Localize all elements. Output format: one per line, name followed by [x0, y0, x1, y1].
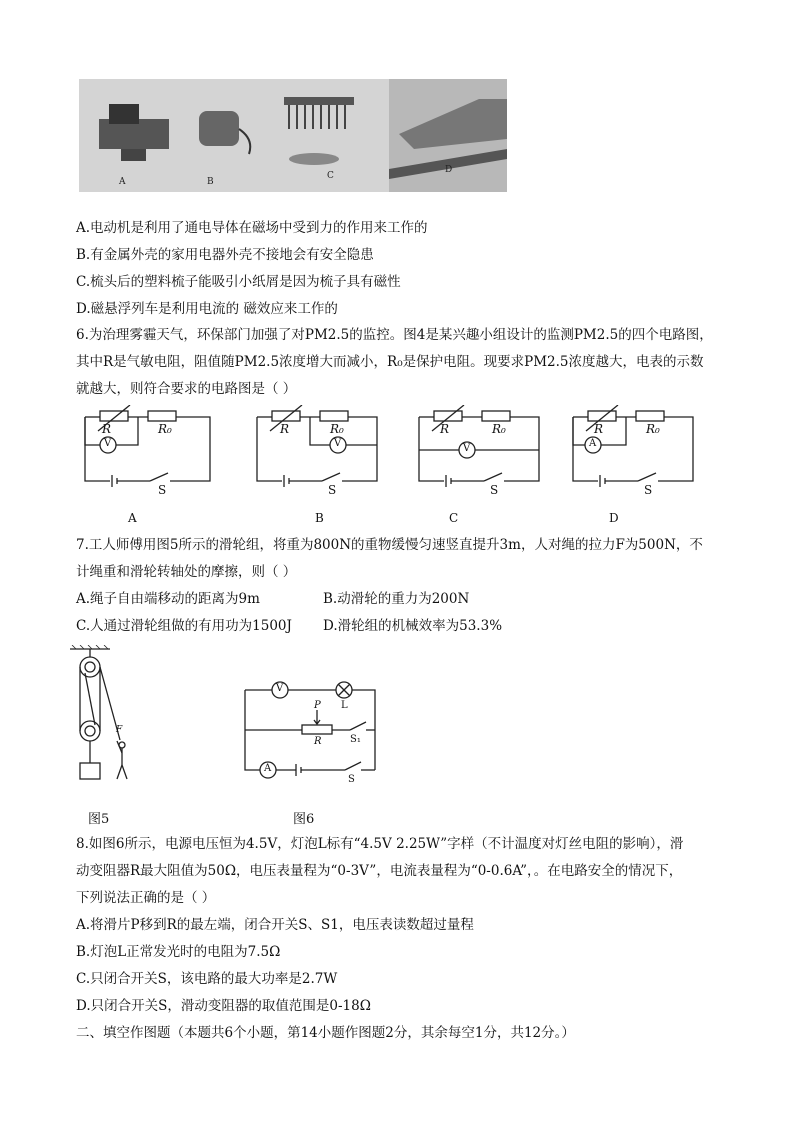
circuit-b-r-label: R	[280, 422, 290, 436]
q5-photo-strip	[79, 79, 507, 192]
photo-label-b: B	[207, 177, 214, 187]
photo-label-d: D	[445, 165, 453, 175]
circuit-b-switch-label: S	[328, 483, 337, 497]
circuit-b-diagram	[252, 405, 392, 495]
circuit-d-r-label: R	[594, 422, 604, 436]
circuit-option-c: C	[449, 511, 459, 525]
section-2-heading: 二、填空作图题（本题共6个小题，第14小题作图题2分，其余每空1分，共12分。）	[76, 1025, 575, 1041]
force-label: F	[116, 725, 123, 735]
circuit-a-diagram	[80, 405, 220, 495]
q8-stem-line3: 下列说法正确的是（ ）	[76, 890, 216, 906]
q5-option-d: D.磁悬浮列车是利用电流的 磁效应来工作的	[76, 301, 338, 317]
fig6-rheostat-label: R	[314, 736, 322, 747]
q7-option-d: D.滑轮组的机械效率为53.3%	[323, 618, 503, 634]
q7-stem-line2: 计绳重和滑轮转轴处的摩擦，则（ ）	[76, 564, 297, 580]
q8-option-d: D.只闭合开关S，滑动变阻器的取值范围是0-18Ω	[76, 998, 371, 1014]
q7-option-b: B.动滑轮的重力为200N	[323, 591, 470, 607]
q5-photos-image	[79, 79, 507, 192]
q6-stem-line1: 6.为治理雾霾天气，环保部门加强了对PM2.5的监控。图4是某兴趣小组设计的监测PM2.5的四个电路图，	[76, 327, 713, 343]
figure-5-pulley	[70, 645, 140, 785]
q7-option-c: C.人通过滑轮组做的有用功为1500J	[76, 618, 292, 634]
figure-6-caption: 图6	[293, 812, 315, 827]
q5-option-c: C.梳头后的塑料梳子能吸引小纸屑是因为梳子具有磁性	[76, 274, 401, 290]
circuit-d-switch-label: S	[644, 483, 653, 497]
fig6-voltmeter-label: V	[276, 683, 284, 694]
circuit-option-a: A	[128, 511, 137, 525]
q7-option-a: A.绳子自由端移动的距离为9m	[76, 591, 260, 607]
circuit-c-r-label: R	[440, 422, 450, 436]
circuit-c	[414, 405, 554, 495]
fig6-ammeter-label: A	[264, 763, 272, 774]
q6-stem-line2: 其中R是气敏电阻，阻值随PM2.5浓度增大而减小，R₀是保护电阻。现要求PM2.5浓度越大，电表的示数	[76, 354, 704, 370]
q6-stem-line3: 就越大，则符合要求的电路图是（ ）	[76, 381, 297, 397]
pulley-diagram	[70, 645, 140, 785]
circuit-option-d: D	[609, 511, 619, 525]
circuit-d	[568, 405, 708, 495]
figure-5-caption: 图5	[88, 812, 110, 827]
q8-stem-line2: 动变阻器R最大阻值为50Ω，电压表量程为“0-3V”，电流表量程为“0-0.6A”，。在电路安全的情况下，	[76, 863, 683, 879]
q7-stem-line1: 7.工人师傅用图5所示的滑轮组，将重为800N的重物缓慢匀速竖直提升3m，人对绳的拉力F为500N，不	[76, 537, 703, 553]
circuit-b-r0-label: R₀	[330, 422, 344, 436]
circuit-b	[252, 405, 392, 495]
circuit-c-switch-label: S	[490, 483, 499, 497]
figure-6-diagram	[240, 680, 380, 780]
circuit-a-r0-label: R₀	[158, 422, 172, 436]
q5-option-b: B.有金属外壳的家用电器外壳不接地会有安全隐患	[76, 247, 374, 263]
circuit-c-voltmeter-label: V	[463, 443, 471, 454]
circuit-a	[80, 405, 220, 495]
circuit-c-diagram	[414, 405, 554, 495]
q8-option-c: C.只闭合开关S，该电路的最大功率是2.7W	[76, 971, 338, 987]
fig6-slider-label: P	[314, 700, 321, 711]
fig6-s1-label: S₁	[350, 734, 361, 745]
circuit-d-ammeter-label: A	[589, 438, 597, 449]
circuit-d-r0-label: R₀	[646, 422, 660, 436]
photo-label-a: A	[119, 177, 126, 187]
circuit-a-switch-label: S	[158, 483, 167, 497]
q8-stem-line1: 8.如图6所示，电源电压恒为4.5V，灯泡L标有“4.5V 2.25W”字样（不计温度对灯丝电阻的影响），滑	[76, 836, 684, 852]
fig6-lamp-label: L	[341, 700, 348, 711]
q5-option-a: A.电动机是利用了通电导体在磁场中受到力的作用来工作的	[76, 220, 428, 236]
q8-option-a: A.将滑片P移到R的最左端，闭合开关S、S1，电压表读数超过量程	[76, 917, 474, 933]
figure-6-circuit	[240, 680, 380, 785]
circuit-d-diagram	[568, 405, 708, 495]
fig6-switch-label: S	[348, 774, 355, 785]
circuit-c-r0-label: R₀	[492, 422, 506, 436]
photo-label-c: C	[327, 171, 334, 181]
circuit-option-b: B	[315, 511, 324, 525]
q8-option-b: B.灯泡L正常发光时的电阻为7.5Ω	[76, 944, 281, 960]
circuit-a-voltmeter-label: V	[104, 438, 112, 449]
circuit-a-r-label: R	[102, 422, 112, 436]
circuit-b-voltmeter-label: V	[334, 438, 342, 449]
